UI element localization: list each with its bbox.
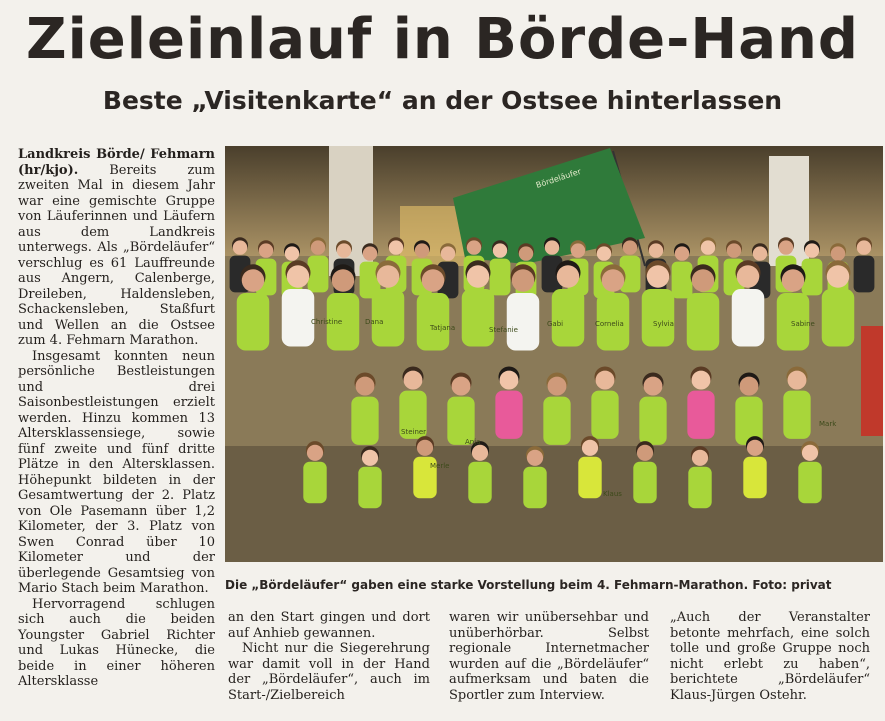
shirt-label: Christine (311, 318, 343, 326)
shirt-label: Dana (365, 318, 384, 326)
runner (735, 372, 762, 444)
paragraph: „Auch der Veranstalter betonte mehrfach, eine solch tolle und große Gruppe noch nicht erlebt zu haben“, berichtete „Bördeläufer“ Klaus-Jürgen Ostehr. (670, 610, 870, 703)
runner (417, 264, 450, 350)
dateline: Landkreis Börde/ Fehmarn (hr/kjo). (18, 147, 215, 178)
runner (468, 441, 491, 503)
shirt-label: Merle (430, 462, 450, 470)
shirt-label: Mark (819, 420, 837, 428)
photo-caption: Die „Bördeläufer“ gaben eine starke Vorstellung beim 4. Fehmarn-Marathon. Foto: privat (225, 578, 832, 592)
runner (495, 366, 522, 438)
runner (732, 260, 765, 346)
group-photo-image (225, 146, 883, 562)
shirt-label: Sylvia (653, 320, 674, 328)
runner (798, 441, 821, 503)
shirt-label: Anja (465, 438, 481, 446)
runner (237, 264, 270, 350)
runner (447, 372, 474, 444)
red-sign (861, 326, 883, 436)
paragraph: Nicht nur die Siegerehrung war damit voll in der Hand der „Bördeläufer“, auch im Start-/Zielbereich (228, 641, 430, 703)
headline: Zieleinlauf in Börde-Hand (26, 7, 859, 72)
runner (642, 260, 675, 346)
runner (543, 372, 570, 444)
runner (687, 366, 714, 438)
shirt-label: Gabi (547, 320, 564, 328)
runner (282, 260, 315, 346)
article-column-3 (449, 610, 649, 703)
runner (672, 243, 693, 298)
shirt-label: Stefanie (489, 326, 518, 334)
flag-text: Bördeläufer (534, 166, 583, 190)
runner (687, 264, 720, 350)
shirt-label: Sabine (791, 320, 815, 328)
article-column-2 (228, 610, 430, 703)
paragraph: Hervorragend schlugen sich auch die beiden Youngster Gabriel Richter und Lukas Hünecke, die beide in einer höheren Altersklasse (18, 596, 215, 689)
paragraph: an den Start gingen und dort auf Anhieb gewannen. (228, 610, 430, 641)
paragraph: Insgesamt konnten neun persönliche Bestleistungen und drei Saisonbestleistungen erzielt werden. Hinzu kommen 13 Altersklassensiege, sowie fünf zweite und fünf dritte Plätze in den Altersklassen. Höhepunkt bildeten in der Gesamtwertung der 2. Platz von Ole Pasemann über 1,2 Kilometer, der 3. Platz von Swen Conrad über 10 Kilometer und der überlegende Gesamtsieg von Mario Stach beim Marathon. (18, 348, 215, 596)
shirt-label: Cornelia (595, 320, 624, 328)
runner (688, 446, 711, 508)
runner (802, 240, 823, 295)
runner (351, 372, 378, 444)
runner (372, 260, 405, 346)
shirt-label: Klaus (603, 490, 622, 498)
runner (783, 366, 810, 438)
runner (854, 237, 875, 292)
runner (358, 446, 381, 508)
runner (523, 446, 546, 508)
runner (552, 260, 585, 346)
runner (633, 441, 656, 503)
runner (597, 264, 630, 350)
runner (591, 366, 618, 438)
paragraph-text: Bereits zum zweiten Mal in diesem Jahr war eine gemischte Gruppe von Läuferinnen und Läufern aus dem Landkreis unterwegs. Als „Bördeläufer“ verschlug es 61 Lauffreunde aus Angern, Calenberge, Dreileben, Haldensleben, Schackensleben, Staßfurt und Wellen an die Ostsee zum 4. Fehmarn Marathon. (18, 162, 215, 348)
runner (743, 436, 766, 498)
shirt-label: Steiner (401, 428, 427, 436)
shirt-label: Tatjana (430, 324, 456, 332)
article-column-4 (670, 610, 870, 703)
subheadline: Beste „Visitenkarte“ an der Ostsee hinterlassen (102, 86, 783, 115)
group-photo (225, 146, 883, 562)
runner (578, 436, 601, 498)
runner (327, 264, 360, 350)
article-column-1 (18, 147, 215, 690)
runner (639, 372, 666, 444)
paragraph: waren wir unübersehbar und unüberhörbar. Selbst regionale Internetmacher wurden auf die „Bördeläufer“ aufmerksam und baten die Sportler zum Interview. (449, 610, 649, 703)
runner (777, 264, 810, 350)
paragraph (18, 147, 215, 349)
runner (490, 240, 511, 295)
runner (822, 260, 855, 346)
runner (303, 441, 326, 503)
runner (507, 264, 540, 350)
runner (308, 237, 329, 292)
